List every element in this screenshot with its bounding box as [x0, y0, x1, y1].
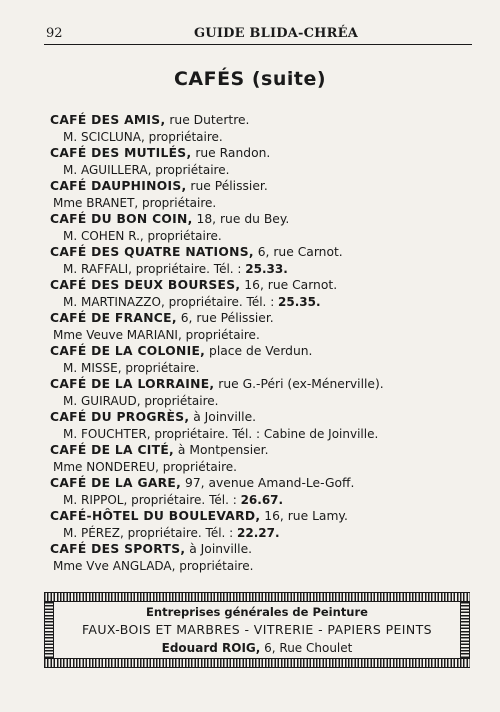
cafe-address: rue G.-Péri (ex-Ménerville).: [214, 377, 384, 391]
ad-company-name: Edouard ROIG,: [161, 641, 261, 655]
owner-text: M. FOUCHTER, propriétaire. Tél. : Cabine de Joinville.: [63, 426, 379, 441]
owner-text: M. SCICLUNA, propriétaire.: [63, 129, 223, 144]
ad-border-left: [44, 602, 54, 658]
cafe-address: rue Dutertre.: [165, 113, 250, 127]
cafe-name: CAFÉ DU PROGRÈS,: [50, 410, 190, 424]
guide-title: GUIDE BLIDA-CHRÉA: [194, 26, 359, 41]
list-item: [50, 508, 480, 541]
owner-text: Mme NONDEREU, propriétaire.: [53, 459, 237, 474]
entry-heading: [50, 178, 480, 195]
cafe-name: CAFÉ DE FRANCE,: [50, 311, 177, 325]
list-item: [50, 145, 480, 178]
list-item: [50, 376, 480, 409]
cafe-address: à Joinville.: [185, 542, 253, 556]
owner-text: M. COHEN R., propriétaire.: [63, 228, 222, 243]
cafe-name: CAFÉ DES MUTILÉS,: [50, 146, 192, 160]
list-item: [50, 310, 480, 343]
cafe-name: CAFÉ DU BON COIN,: [50, 212, 193, 226]
cafe-address: à Joinville.: [189, 410, 257, 424]
cafe-address: 6, rue Pélissier.: [176, 311, 274, 325]
entry-heading: [50, 442, 480, 459]
list-item: [50, 343, 480, 376]
cafe-name: CAFÉ DES AMIS,: [50, 113, 166, 127]
advertisement-box: [44, 592, 470, 668]
entry-owner: [50, 558, 480, 575]
list-item: [50, 541, 480, 574]
telephone-number: 26.67.: [240, 492, 284, 507]
entry-heading: [50, 541, 480, 558]
list-item: [50, 211, 480, 244]
section-title: CAFÉS (suite): [173, 68, 327, 90]
cafe-name: CAFÉ DE LA LORRAINE,: [50, 377, 215, 391]
owner-text: Mme BRANET, propriétaire.: [53, 195, 217, 210]
ad-services: FAUX-BOIS ET MARBRES - VITRERIE - PAPIERS PEINTS: [81, 622, 433, 637]
telephone-number: 22.27.: [237, 525, 280, 540]
entry-owner: [50, 195, 480, 212]
cafe-name: CAFÉ DES SPORTS,: [50, 542, 186, 556]
owner-text: Mme Vve ANGLADA, propriétaire.: [53, 558, 254, 573]
owner-text: M. MISSE, propriétaire.: [63, 360, 200, 375]
cafe-name: CAFÉ DES DEUX BOURSES,: [50, 278, 241, 292]
entry-heading: [50, 376, 480, 393]
entry-owner: [50, 393, 480, 410]
cafe-list: [50, 112, 480, 574]
ad-tagline: Entreprises générales de Peinture: [146, 605, 368, 619]
entry-owner: [50, 360, 480, 377]
owner-text: M. GUIRAUD, propriétaire.: [63, 393, 219, 408]
cafe-name: CAFÉ DE LA CITÉ,: [50, 443, 175, 457]
cafe-address: place de Verdun.: [205, 344, 313, 358]
ad-content: [54, 604, 460, 657]
entry-heading: [50, 211, 480, 228]
owner-text: Mme Veuve MARIANI, propriétaire.: [53, 327, 260, 342]
list-item: [50, 244, 480, 277]
entry-heading: [50, 409, 480, 426]
entry-owner: [50, 261, 480, 278]
cafe-address: 97, avenue Amand-Le-Goff.: [181, 476, 355, 490]
entry-heading: [50, 145, 480, 162]
cafe-name: CAFÉ DES QUATRE NATIONS,: [50, 245, 254, 259]
cafe-address: à Montpensier.: [174, 443, 269, 457]
ad-contact: [54, 639, 460, 657]
ad-border-right: [460, 602, 470, 658]
cafe-address: rue Randon.: [191, 146, 271, 160]
ad-border-top: [44, 592, 470, 602]
entry-heading: [50, 508, 480, 525]
cafe-address: rue Pélissier.: [186, 179, 268, 193]
list-item: [50, 475, 480, 508]
list-item: [50, 112, 480, 145]
entry-owner: [50, 426, 480, 443]
cafe-name: CAFÉ DE LA COLONIE,: [50, 344, 206, 358]
cafe-address: 16, rue Carnot.: [240, 278, 338, 292]
entry-heading: [50, 310, 480, 327]
entry-heading: [50, 475, 480, 492]
entry-heading: [50, 112, 480, 129]
entry-owner: [50, 294, 480, 311]
entry-owner: [50, 492, 480, 509]
owner-text: M. AGUILLERA, propriétaire.: [63, 162, 230, 177]
page-number: 92: [46, 26, 63, 41]
entry-owner: [50, 525, 480, 542]
list-item: [50, 178, 480, 211]
owner-text: M. MARTINAZZO, propriétaire. Tél. :: [63, 294, 279, 309]
owner-text: M. RAFFALI, propriétaire. Tél. :: [63, 261, 246, 276]
telephone-number: 25.33.: [245, 261, 288, 276]
entry-heading: [50, 343, 480, 360]
ad-border-bottom: [44, 658, 470, 668]
ad-address: 6, Rue Choulet: [260, 641, 353, 655]
cafe-name: CAFÉ DAUPHINOIS,: [50, 179, 187, 193]
entry-owner: [50, 327, 480, 344]
entry-owner: [50, 129, 480, 146]
header-rule: [44, 44, 472, 45]
cafe-address: 18, rue du Bey.: [192, 212, 290, 226]
list-item: [50, 409, 480, 442]
cafe-address: 16, rue Lamy.: [260, 509, 348, 523]
owner-text: M. PÉREZ, propriétaire. Tél. :: [63, 525, 238, 540]
list-item: [50, 277, 480, 310]
entry-owner: [50, 459, 480, 476]
cafe-address: 6, rue Carnot.: [253, 245, 343, 259]
running-head: [44, 24, 472, 42]
telephone-number: 25.35.: [278, 294, 321, 309]
cafe-name: CAFÉ-HÔTEL DU BOULEVARD,: [50, 509, 261, 523]
owner-text: M. RIPPOL, propriétaire. Tél. :: [63, 492, 241, 507]
cafe-name: CAFÉ DE LA GARE,: [50, 476, 182, 490]
entry-owner: [50, 228, 480, 245]
list-item: [50, 442, 480, 475]
entry-owner: [50, 162, 480, 179]
entry-heading: [50, 277, 480, 294]
entry-heading: [50, 244, 480, 261]
